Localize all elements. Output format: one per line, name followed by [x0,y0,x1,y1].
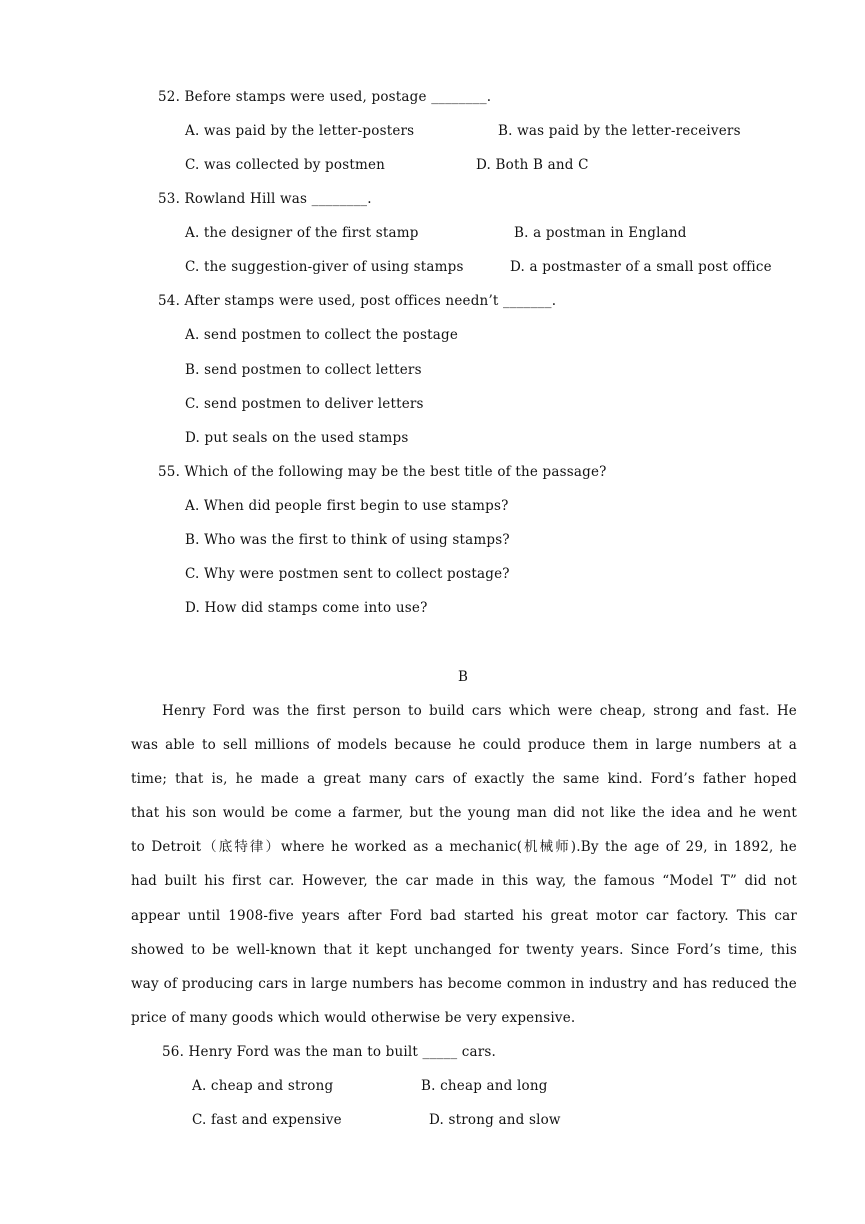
passage-line: was able to sell millions of models because he could produce them in large numbers at a [131,737,797,753]
question-54-option-a: A. send postmen to collect the postage [185,327,459,343]
passage-line: way of producing cars in large numbers has become common in industry and has reduced the [131,976,797,992]
question-55-option-c: C. Why were postmen sent to collect postage? [185,566,510,582]
question-53-stem: 53. Rowland Hill was ________. [158,191,372,207]
question-53-option-c: C. the suggestion-giver of using stamps [185,259,464,275]
question-54-option-c: C. send postmen to deliver letters [185,396,424,412]
question-53-option-d: D. a postmaster of a small post office [510,259,772,275]
passage-line: time; that is, he made a great many cars of exactly the same kind. Ford’s father hoped [131,771,797,787]
passage-line: to Detroit（底特律）where he worked as a mechanic(机械师).By the age of 29, in 1892, he [131,839,797,855]
passage-line: Henry Ford was the first person to build cars which were cheap, strong and fast. He [162,703,797,719]
passage-line: price of many goods which would otherwise be very expensive. [131,1010,576,1026]
question-52-stem: 52. Before stamps were used, postage ________. [158,89,492,105]
question-54-option-b: B. send postmen to collect letters [185,362,422,378]
passage-line: appear until 1908-five years after Ford bad started his great motor car factory. This car [131,908,797,924]
question-56-option-a: A. cheap and strong [192,1078,334,1094]
question-55-option-a: A. When did people first begin to use stamps? [185,498,509,514]
question-54-option-d: D. put seals on the used stamps [185,430,409,446]
passage-line: showed to be well-known that it kept unchanged for twenty years. Since Ford’s time, this [131,942,797,958]
question-55-option-b: B. Who was the first to think of using stamps? [185,532,510,548]
question-53-option-a: A. the designer of the first stamp [185,225,419,241]
passage-line: that his son would be come a farmer, but the young man did not like the idea and he went [131,805,797,821]
question-52-option-a: A. was paid by the letter-posters [185,123,415,139]
question-56-option-d: D. strong and slow [429,1112,561,1128]
question-56-stem: 56. Henry Ford was the man to built _____ cars. [162,1044,497,1060]
question-55-option-d: D. How did stamps come into use? [185,600,428,616]
question-52-option-c: C. was collected by postmen [185,157,386,173]
question-55-stem: 55. Which of the following may be the best title of the passage? [158,464,607,480]
question-54-stem: 54. After stamps were used, post offices needn’t _______. [158,293,557,309]
question-52-option-d: D. Both B and C [476,157,589,173]
question-52-option-b: B. was paid by the letter-receivers [498,123,741,139]
section-b-title: B [458,669,469,685]
question-53-option-b: B. a postman in England [514,225,687,241]
passage-line: had built his first car. However, the car made in this way, the famous “Model T” did not [131,873,797,889]
question-56-option-b: B. cheap and long [421,1078,548,1094]
question-56-option-c: C. fast and expensive [192,1112,342,1128]
